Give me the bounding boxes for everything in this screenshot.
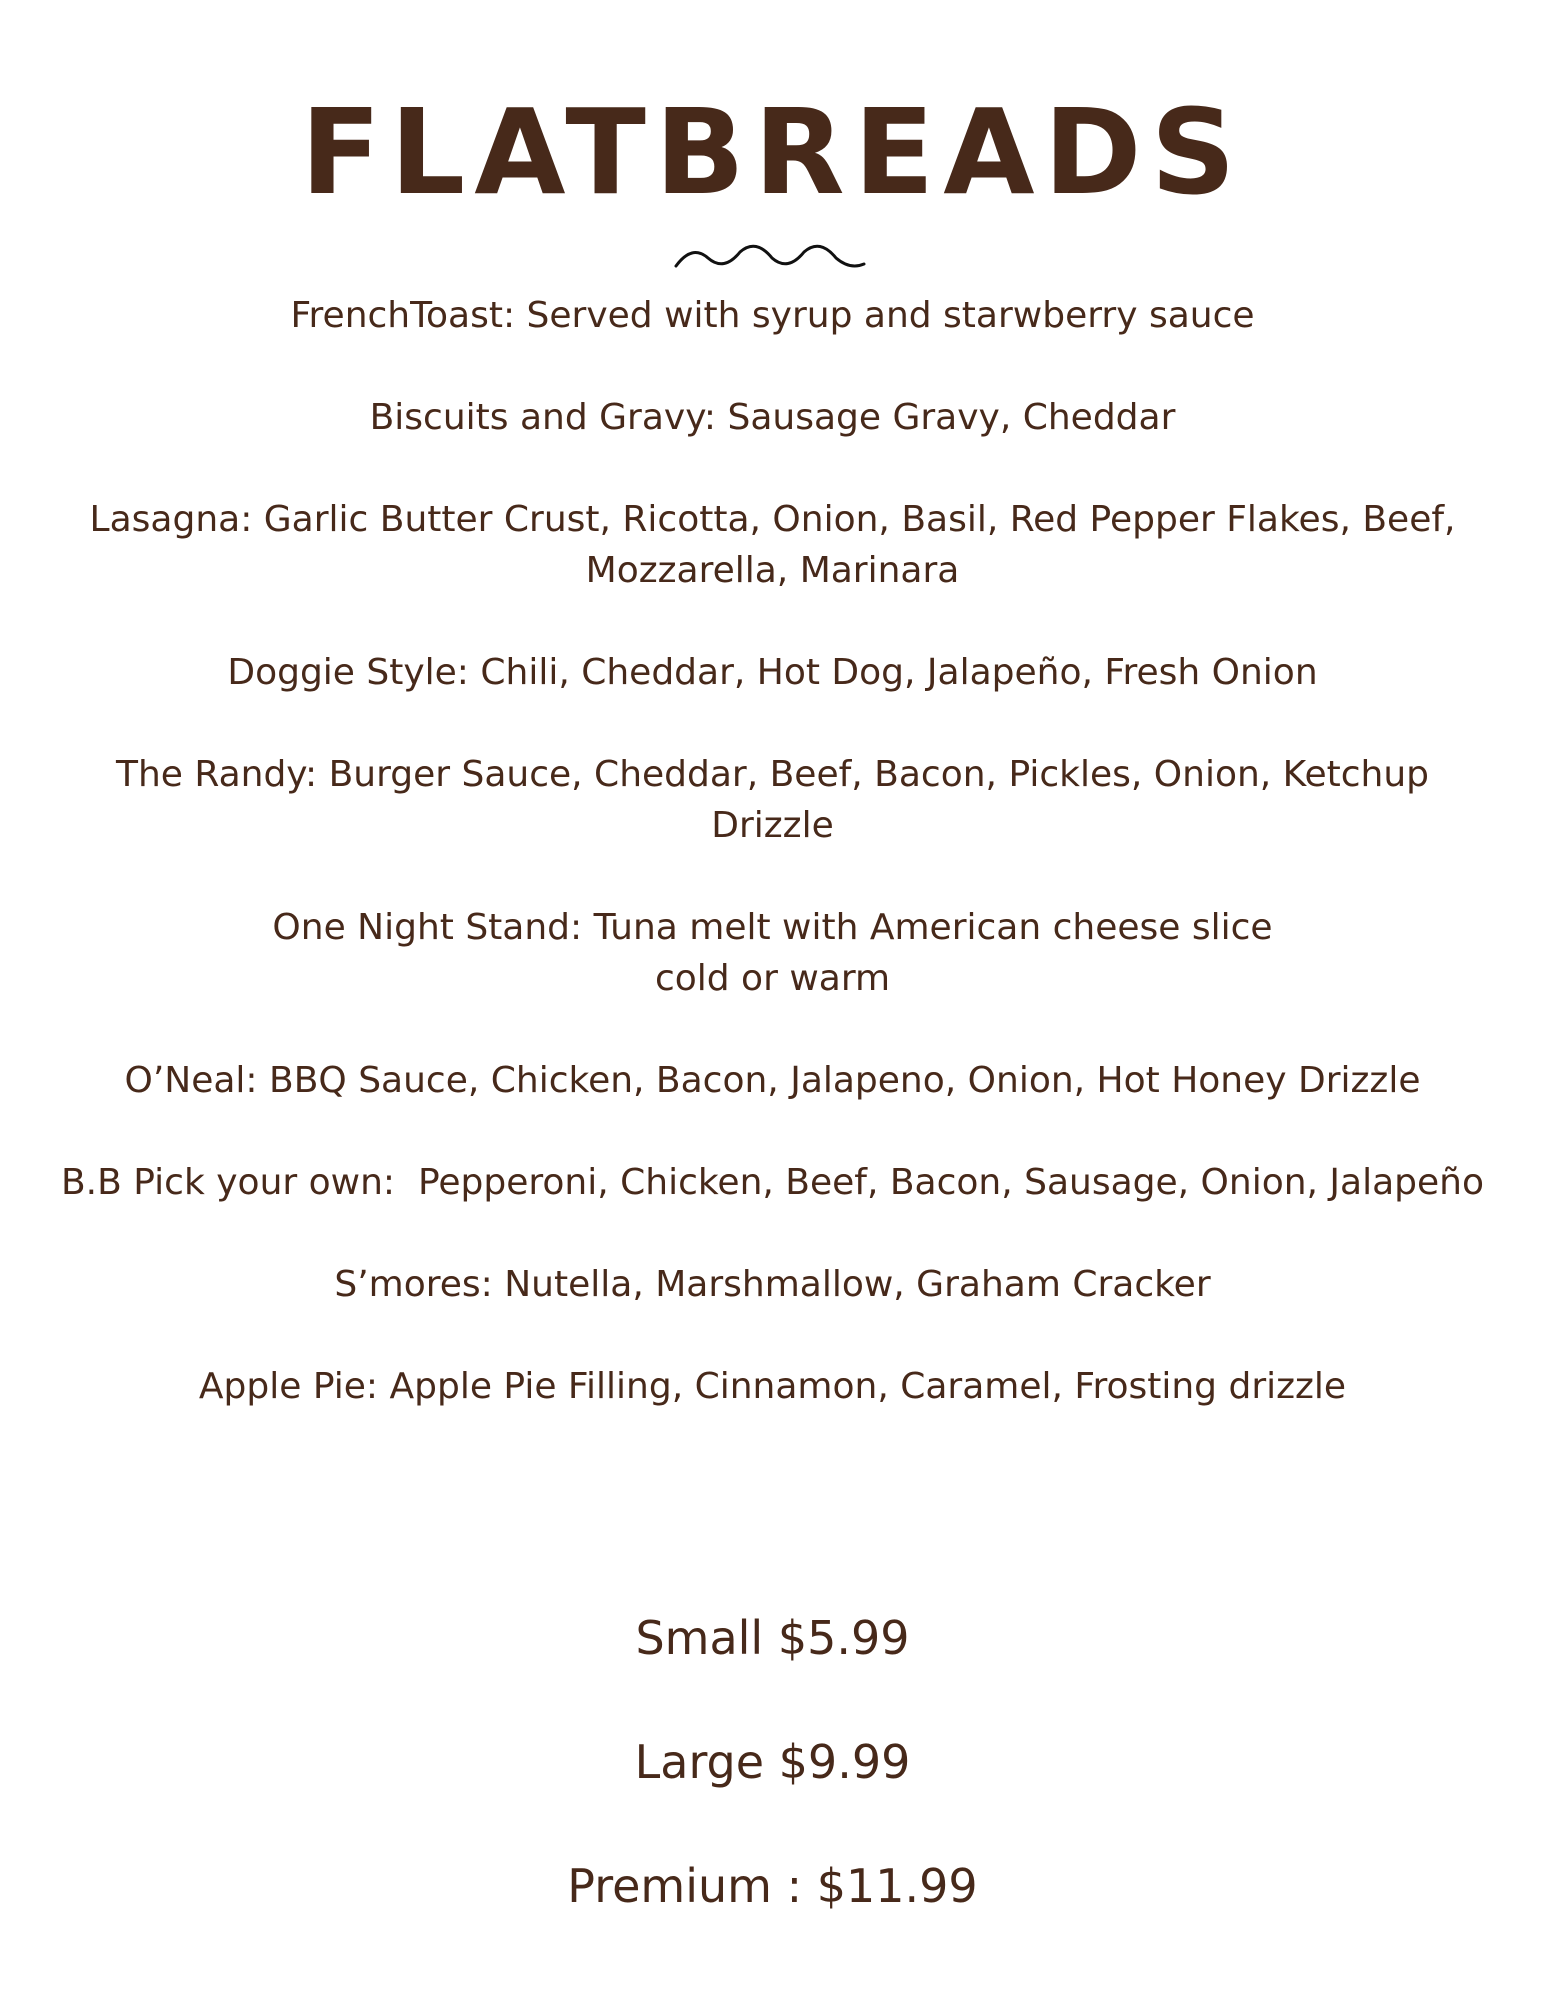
menu-item-name: Lasagna:: [89, 499, 253, 540]
menu-item-name: B.B Pick your own:: [60, 1162, 396, 1203]
menu-title: FLATBREADS: [300, 83, 1245, 221]
menu-item: [60, 494, 1485, 596]
menu-item-name: S’mores:: [334, 1264, 493, 1305]
menu-item-name: The Randy:: [115, 754, 318, 795]
menu-item-name: Doggie Style:: [227, 652, 469, 693]
menu-item-name: FrenchToast:: [290, 295, 516, 336]
menu-item-name: O’Neal:: [124, 1060, 258, 1101]
menu-item: [60, 290, 1485, 341]
menu-item-name: One Night Stand:: [272, 907, 583, 948]
menu-item: [60, 1259, 1485, 1310]
menu-item-description: Burger Sauce, Cheddar, Beef, Bacon, Pickles, Onion, Ketchup Drizzle: [317, 754, 1441, 846]
menu-item-description: Garlic Butter Crust, Ricotta, Onion, Basil, Red Pepper Flakes, Beef, Mozzarella, Marinara: [252, 499, 1467, 591]
menu-item-name: Biscuits and Gravy:: [369, 397, 717, 438]
menu-item-description: Pepperoni, Chicken, Beef, Bacon, Sausage, Onion, Jalapeño: [395, 1162, 1485, 1203]
price-premium: Premium : $11.99: [567, 1859, 978, 1913]
menu-item-description: Sausage Gravy, Cheddar: [716, 397, 1176, 438]
menu-item: [60, 1361, 1485, 1412]
menu-item-description: Nutella, Marshmallow, Graham Cracker: [492, 1264, 1211, 1305]
menu-item-description: BBQ Sauce, Chicken, Bacon, Jalapeno, Onion, Hot Honey Drizzle: [257, 1060, 1421, 1101]
wave-divider-icon: [672, 238, 868, 274]
menu-item: [60, 647, 1485, 698]
menu-item: [60, 1055, 1485, 1106]
price-small: Small $5.99: [635, 1611, 910, 1665]
menu-item-list: [60, 290, 1485, 1463]
price-large: Large $9.99: [634, 1735, 911, 1789]
menu-item-description: Tuna melt with American cheese slice cold or warm: [593, 907, 1273, 999]
price-list: [0, 1606, 1545, 1978]
menu-item-description: Apple Pie Filling, Cinnamon, Caramel, Frosting drizzle: [378, 1366, 1347, 1407]
menu-item-description: Served with syrup and starwberry sauce: [515, 295, 1255, 336]
menu-item-description: Chili, Cheddar, Hot Dog, Jalapeño, Fresh Onion: [468, 652, 1318, 693]
menu-item: [60, 749, 1485, 851]
menu-item: [60, 392, 1485, 443]
menu-item: [60, 1157, 1485, 1208]
menu-item: [60, 902, 1485, 1004]
menu-item-name: Apple Pie:: [198, 1366, 379, 1407]
